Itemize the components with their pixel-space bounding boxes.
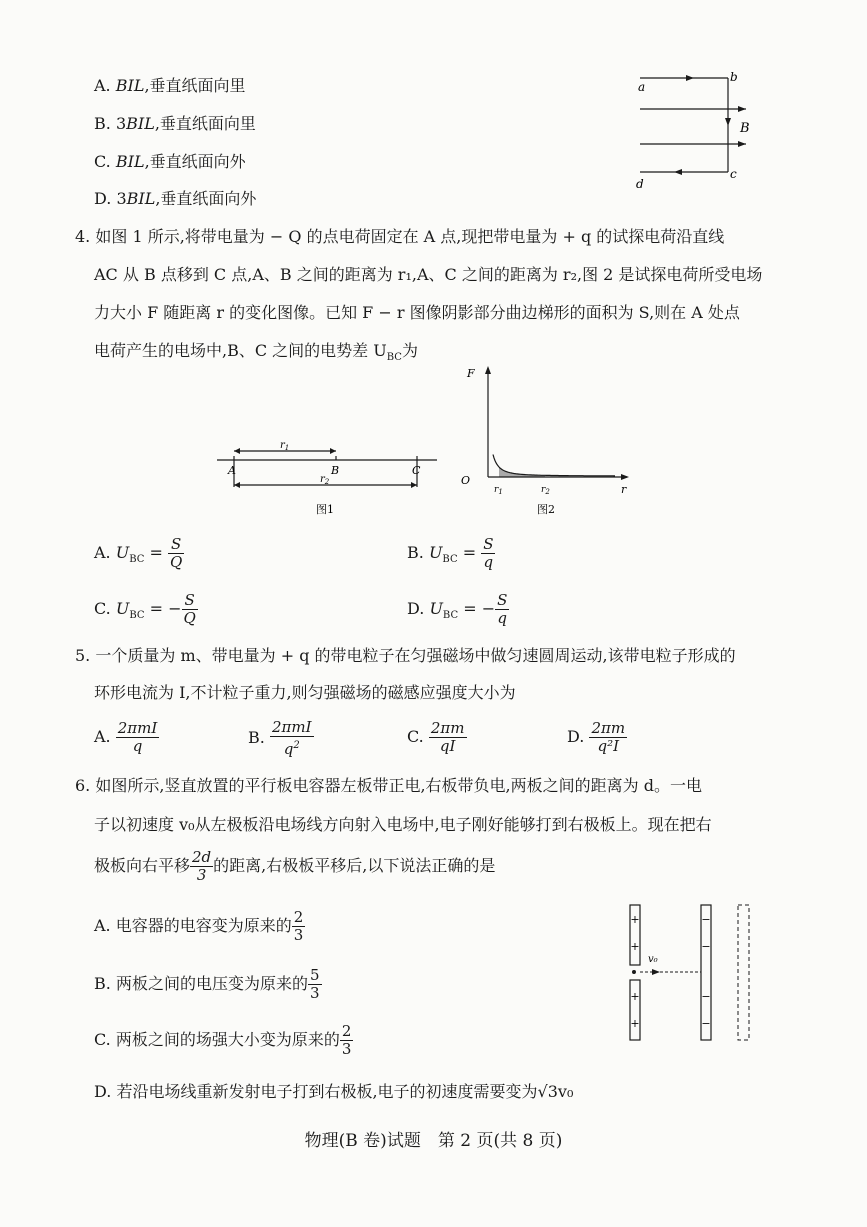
q6-line-3: 极板向右平移 $\frac{2d}{3}$ 的距离,右极板平移后,以下说法正确的是 [94,848,496,884]
fig1-caption: 图1 [316,503,334,516]
q4-option-a: A. $U_{BC}$ = $\frac{S}{Q}$ [94,535,183,571]
r-axis-label: r [621,483,627,496]
plus-sign-4: + [630,1017,640,1030]
q5-option-c: C. $\frac{2\pi m}{qI}$ [407,719,465,755]
arrow-bc [725,118,731,126]
minus-sign-1: − [701,913,711,926]
q4-line-3: 力大小 F 随距离 r 的变化图像。已知 F − r 图像阴影部分曲边梯形的面积为 S,则在 A 处点 [94,303,740,322]
q3-option-c: C. BIL,垂直纸面向外 [94,152,246,171]
point-c: C [412,464,421,477]
minus-sign-4: − [701,1017,711,1030]
origin-label: O [461,474,471,487]
plus-sign-3: + [630,990,640,1003]
r1-tick-label: $r_1$ [494,485,503,496]
point-a: A [228,464,236,477]
plus-sign-2: + [630,940,640,953]
r2-tick-label: $r_2$ [541,485,550,496]
label-B: B [740,121,750,136]
q3-option-b: B. 3BIL,垂直纸面向里 [94,114,256,133]
plus-sign-1: + [630,913,640,926]
q6-option-a: A. 电容器的电容变为原来的 $\frac{2}{3}$ [94,908,304,944]
q4-line-1: 4. 如图 1 所示,将带电量为 − Q 的点电荷固定在 A 点,现把带电量为 + q 的试探电荷沿直线 [75,227,725,246]
q6-figure [620,900,760,1045]
r2-label: $r_2$ [320,474,330,486]
q4-option-c: C. $U_{BC}$ = − $\frac{S}{Q}$ [94,591,196,627]
left-plate-bottom [630,980,640,1040]
label-d: d [636,177,644,191]
minus-sign-3: − [701,990,711,1003]
q5-line-2: 环形电流为 I,不计粒子重力,则匀强磁场的磁感应强度大小为 [94,683,516,702]
q4-line-2: AC 从 B 点移到 C 点,A、B 之间的距离为 r₁,A、C 之间的距离为 r₂,图 2 是试探电荷所受电场 [94,265,763,284]
label-c: c [730,167,737,181]
arrow-cd [674,169,682,175]
q5-option-d: D. $\frac{2\pi m}{\text{q²I}}$ [567,719,626,755]
fig2-caption: 图2 [537,503,555,516]
v0-label: v₀ [648,954,658,965]
q6-line-2: 子以初速度 v₀从左极板沿电场线方向射入电场中,电子刚好能够打到右极板上。现在把右 [94,815,712,834]
q4-option-b: B. $U_{BC}$ = $\frac{S}{q}$ [407,535,494,571]
label-b: b [730,70,738,84]
q3-option-a: A. BIL,垂直纸面向里 [94,76,246,95]
f-axis-label: F [467,367,475,380]
velocity-arrow [652,969,660,975]
q3-option-d: D. 3BIL,垂直纸面向外 [94,189,257,208]
q6-option-c: C. 两板之间的场强大小变为原来的 $\frac{2}{3}$ [94,1022,352,1058]
point-b: B [331,464,340,477]
q5-option-b: B. $\frac{\text{2πmI}}{q^2}$ [248,718,312,758]
arrow-b1 [738,106,746,112]
q6-line-1: 6. 如图所示,竖直放置的平行板电容器左板带正电,右板带负电,两板之间的距离为 d。一电 [75,776,702,795]
electron [632,970,636,974]
arrow-ab [686,75,694,81]
r1-label: $r_1$ [280,440,290,452]
q4-option-d: D. $U_{BC}$ = − $\frac{S}{q}$ [407,591,508,627]
minus-sign-2: − [701,940,711,953]
page-footer: 物理(B 卷)试题 第 2 页(共 8 页) [304,1131,563,1151]
q4-figure-1 [212,440,442,520]
q5-line-1: 5. 一个质量为 m、带电量为 + q 的带电粒子在匀强磁场中做匀速圆周运动,该带电粒子形成的 [75,646,736,665]
q4-figure-2 [455,362,635,517]
q6-option-d: D. 若沿电场线重新发射电子打到右极板,电子的初速度需要变为√3v₀ [94,1082,574,1101]
q5-option-a: A. $\frac{\text{2πmI}}{q}$ [94,719,158,755]
arrow-b2 [738,141,746,147]
q3-figure [630,66,760,191]
f-r-curve [493,455,615,476]
q6-option-b: B. 两板之间的电压变为原来的 $\frac{5}{3}$ [94,966,320,1002]
q4-line-4: 电荷产生的电场中,B、C 之间的电势差 $U_{BC}$为 [94,341,418,364]
label-a: a [638,80,646,94]
shifted-right-plate [738,905,749,1040]
